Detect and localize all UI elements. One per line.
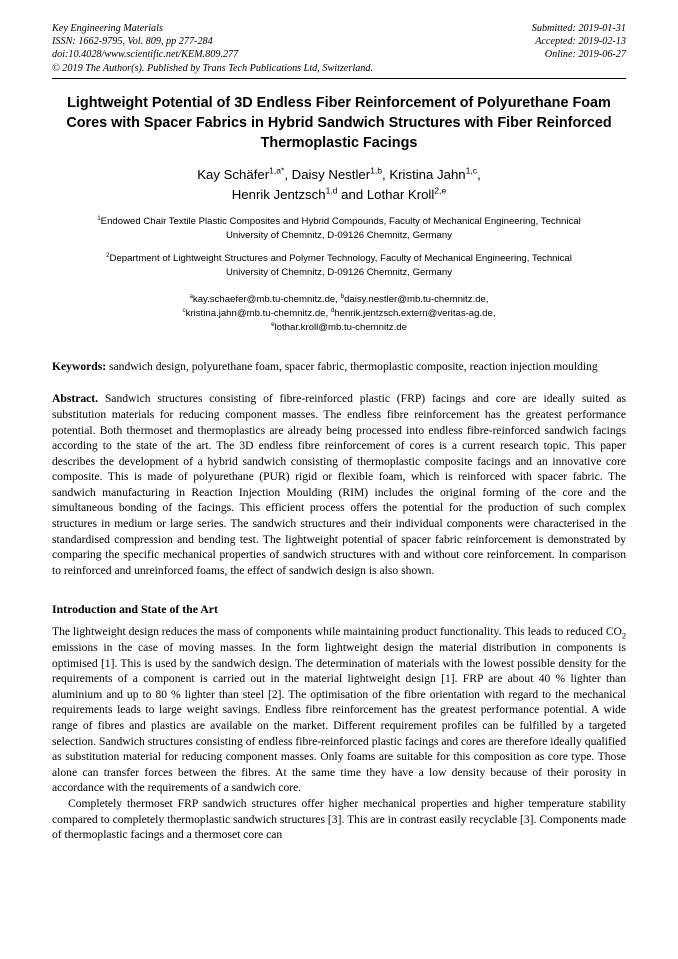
- page-title: Lightweight Potential of 3D Endless Fiber Reinforcement of Polyurethane Foam Cores with Spacer Fabrics in Hybrid Sandwich Structures with Fiber Reinforced Thermoplastic Facings: [66, 94, 612, 151]
- doi[interactable]: doi:10.4028/www.scientific.net/KEM.809.277: [52, 49, 239, 61]
- accepted-date: Accepted: 2019-02-13: [535, 36, 626, 48]
- submitted-date: Submitted: 2019-01-31: [531, 23, 626, 34]
- paragraph-introduction-2: Completely thermoset FRP sandwich structures offer higher mechanical properties and higher temperature stability compared to completely thermoplastic sandwich structures [3]. This are in contrast easily recyclable [3]. Components made of thermoplastic facings and a thermoset core can: [52, 796, 626, 842]
- paragraph-introduction-1: [52, 624, 626, 796]
- author-line-1: Kay Schäfer$^{1,a*}$, Daisy Nestler$^{1,b}$, Kristina Jahn$^{1,c}$,: [197, 165, 481, 182]
- keywords-block: [52, 359, 626, 375]
- email-line-3[interactable]: $^e$lothar.kroll@mb.tu-chemnitz.de: [271, 320, 407, 333]
- journal-name: Key Engineering Materials: [52, 23, 163, 34]
- author-list: [78, 165, 600, 205]
- keywords-label: Keywords:: [52, 359, 107, 373]
- email-line-1[interactable]: $^a$kay.schaefer@mb.tu-chemnitz.de, $^b$daisy.nestler@mb.tu-chemnitz.de,: [189, 292, 489, 305]
- issn-volume: ISSN: 1662-9795, Vol. 809, pp 277-284: [52, 36, 213, 48]
- co2-subscript: 2: [621, 631, 626, 641]
- abstract-block: [52, 391, 626, 578]
- paragraph-part-a: The lightweight design reduces the mass of components while maintaining product functionality. This leads to reduced CO: [52, 625, 622, 639]
- paragraph-part-b: emissions in the case of moving masses. In the form lightweight design the material distribution in components is optimised [1]. This is used by the sandwich design. The determination of materials with the lowest possible density for the requirements of a component is carried out in the material lightweight design [1]. FRP are about 40 % lighter than aluminium and up to 80 % lighter than steel [2]. The optimisation of the fibre orientation with regard to the mechanical requirements leads to large weight savings. Endless fibre reinforcement has the greatest performance potential. A wide range of fibres and plastics are available on the market. Different requirement profiles can be fulfilled by a targeted selection. Sandwich structures consisting of endless fibre-reinforced plastic facings and cores are therefore ideally qualified as substitution material for reducing component masses. Only foams are suitable for this composition as core type. Those alone can transfer forces between the fibres. At the same time they have a low density because of their porosity in accordance with the requirements of a sandwich core.: [52, 641, 626, 795]
- keywords-text: sandwich design, polyurethane foam, spacer fabric, thermoplastic composite, reaction injection moulding: [106, 359, 598, 373]
- affiliation-2: $^2$Department of Lightweight Structures and Polymer Technology, Faculty of Mechanical Engineering, Technical University of Chemnitz, D-09126 Chemnitz, Germany: [106, 251, 572, 278]
- page-header: [52, 22, 626, 79]
- section-heading-introduction: Introduction and State of the Art: [52, 602, 218, 617]
- header-divider: [52, 78, 626, 79]
- affiliation-1: $^1$Endowed Chair Textile Plastic Composites and Hybrid Compounds, Faculty of Mechanical Engineering, Technical University of Chemnitz, D-09126 Chemnitz, Germany: [97, 214, 581, 241]
- author-emails: [82, 293, 596, 335]
- abstract-label: Abstract.: [52, 392, 99, 406]
- copyright-line: © 2019 The Author(s). Published by Trans Tech Publications Ltd, Switzerland.: [52, 62, 374, 74]
- author-line-2: Henrik Jentzsch$^{1,d}$ and Lothar Kroll$^{2,e}$: [231, 185, 447, 202]
- email-line-2[interactable]: $^c$kristina.jahn@mb.tu-chemnitz.de, $^d$henrik.jentzsch.extern@veritas-ag.de,: [182, 306, 496, 319]
- online-date: Online: 2019-06-27: [544, 49, 626, 61]
- abstract-text: Sandwich structures consisting of fibre-reinforced plastic (FRP) facings and core are ideally suited as substitution materials for reducing component masses. The endless fibre reinforcement has the greatest performance potential. Both thermoset and thermoplastics are already being processed into endless fibre-reinforced sandwich facings according to the state of the art. The 3D endless fibre reinforcement of cores is a current research topic. This paper describes the development of a hybrid sandwich consisting of thermoplastic composite facings and an innovative core composite. This is made of polyurethane (PUR) rigid or flexible foam, which is reinforced with spacer fabric. The sandwich manufacturing in Reaction Injection Moulding (RIM) includes the original forming of the core and the simultaneous bonding of the facings. This efficient process offers the potential for the production of such complex structures in medium or large series. The sandwich structures and their individual components were characterised in the standardised compression and bending test. The lightweight potential of spacer fabric reinforcement is demonstrated by comparing the specific mechanical properties of sandwich structures with and without core reinforcement. In comparison to reinforced and unreinforced foams, the effect of sandwich design is also shown.: [52, 392, 626, 577]
